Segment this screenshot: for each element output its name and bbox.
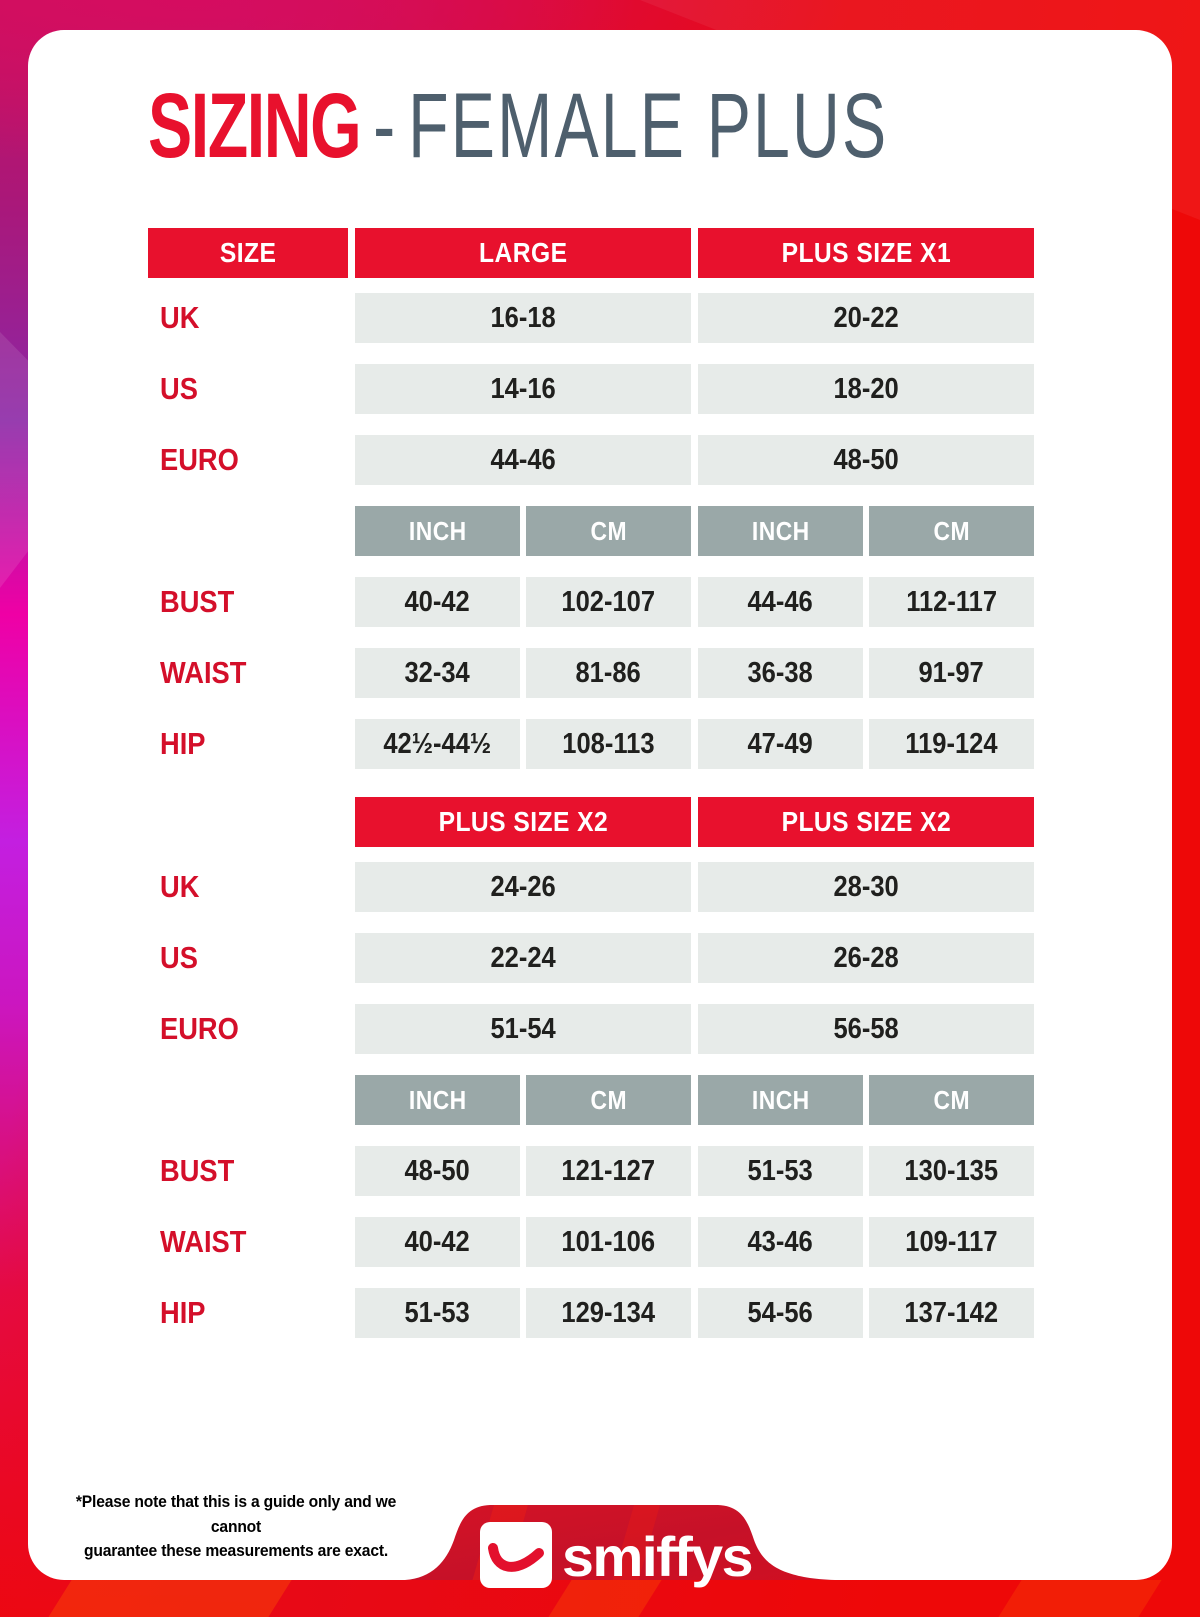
table-cell: 51-53	[698, 1146, 863, 1196]
cell-group	[355, 1288, 691, 1338]
brand-wordmark: smiffys	[562, 1525, 752, 1588]
cell-group	[698, 648, 1034, 698]
table-row-hip	[148, 719, 1043, 769]
row-label: BUST	[160, 584, 235, 619]
table-cell: 121-127	[526, 1146, 691, 1196]
table-header-row	[148, 797, 1043, 847]
cell-group	[698, 719, 1034, 769]
disclaimer-note	[61, 1490, 411, 1564]
table-row-waist	[148, 648, 1043, 698]
table-cell: 119-124	[869, 719, 1034, 769]
table-cell: 102-107	[526, 577, 691, 627]
table-cell: 16-18	[355, 293, 691, 343]
row-label: EURO	[160, 442, 239, 477]
table-cell: 40-42	[355, 1217, 520, 1267]
column-header-inch: INCH	[698, 506, 863, 556]
cell-group	[355, 577, 691, 627]
column-header-inch: INCH	[355, 506, 520, 556]
unit-header-group	[698, 1075, 1034, 1125]
row-label: HIP	[160, 726, 206, 761]
table-cell: 44-46	[355, 435, 691, 485]
row-label: WAIST	[160, 1224, 247, 1259]
table-row-hip	[148, 1288, 1043, 1338]
row-label: US	[160, 940, 198, 975]
table-cell: 109-117	[869, 1217, 1034, 1267]
table-row-uk	[148, 293, 1043, 343]
table-cell: 51-54	[355, 1004, 691, 1054]
title-separator: -	[373, 75, 396, 177]
column-header-plus-size-x2: PLUS SIZE X2	[355, 797, 691, 847]
cell-group	[698, 577, 1034, 627]
title-highlight: SIZING	[148, 75, 361, 177]
table-cell: 101-106	[526, 1217, 691, 1267]
column-header-cm: CM	[869, 1075, 1034, 1125]
table-cell: 108-113	[526, 719, 691, 769]
cell-group	[698, 1146, 1034, 1196]
page-title	[148, 74, 1176, 179]
cell-group	[355, 719, 691, 769]
background-streak	[48, 1580, 291, 1617]
unit-header-group	[355, 506, 691, 556]
row-label: BUST	[160, 1153, 235, 1188]
spacer	[148, 797, 348, 847]
disclaimer-line-2: guarantee these measurements are exact.	[83, 1541, 389, 1561]
table-row-uk	[148, 862, 1043, 912]
table-cell: 137-142	[869, 1288, 1034, 1338]
column-header-inch: INCH	[698, 1075, 863, 1125]
table-cell: 51-53	[355, 1288, 520, 1338]
table-row-bust	[148, 577, 1043, 627]
table-cell: 28-30	[698, 862, 1034, 912]
size-table-plus-x2	[148, 797, 1043, 1338]
cell-group	[355, 1146, 691, 1196]
table-cell: 32-34	[355, 648, 520, 698]
table-cell: 56-58	[698, 1004, 1034, 1054]
table-cell: 81-86	[526, 648, 691, 698]
table-cell: 44-46	[698, 577, 863, 627]
column-header-cm: CM	[869, 506, 1034, 556]
table-cell: 43-46	[698, 1217, 863, 1267]
column-header-plus-size-x2: PLUS SIZE X2	[698, 797, 1034, 847]
table-row-waist	[148, 1217, 1043, 1267]
unit-header-row	[148, 506, 1043, 556]
trademark-symbol: TM	[756, 1521, 777, 1537]
cell-group	[355, 648, 691, 698]
cell-group	[355, 1217, 691, 1267]
table-cell: 48-50	[698, 435, 1034, 485]
table-cell: 91-97	[869, 648, 1034, 698]
size-table-large-plus-x1	[148, 228, 1043, 769]
table-row-us	[148, 933, 1043, 983]
row-label: UK	[160, 869, 200, 904]
table-cell: 42½-44½	[355, 719, 520, 769]
column-header-cm: CM	[526, 506, 691, 556]
column-header-large: LARGE	[355, 228, 691, 278]
table-row-euro	[148, 1004, 1043, 1054]
spacer	[148, 1075, 348, 1125]
table-cell: 47-49	[698, 719, 863, 769]
row-label: US	[160, 371, 198, 406]
row-label: HIP	[160, 1295, 206, 1330]
table-cell: 129-134	[526, 1288, 691, 1338]
sizing-card	[28, 30, 1172, 1588]
unit-header-group	[355, 1075, 691, 1125]
table-cell: 14-16	[355, 364, 691, 414]
table-header-row	[148, 228, 1043, 278]
title-rest: FEMALE PLUS	[408, 75, 889, 177]
table-cell: 54-56	[698, 1288, 863, 1338]
table-row-euro	[148, 435, 1043, 485]
column-header-cm: CM	[526, 1075, 691, 1125]
row-label: WAIST	[160, 655, 247, 690]
column-header-plus-size-x1: PLUS SIZE X1	[698, 228, 1034, 278]
table-cell: 36-38	[698, 648, 863, 698]
disclaimer-line-1: *Please note that this is a guide only and we cannot	[75, 1492, 397, 1536]
table-cell: 48-50	[355, 1146, 520, 1196]
table-cell: 24-26	[355, 862, 691, 912]
table-cell: 22-24	[355, 933, 691, 983]
table-cell: 112-117	[869, 577, 1034, 627]
table-cell: 18-20	[698, 364, 1034, 414]
table-row-bust	[148, 1146, 1043, 1196]
table-row-us	[148, 364, 1043, 414]
row-label: UK	[160, 300, 200, 335]
row-label: EURO	[160, 1011, 239, 1046]
table-cell: 26-28	[698, 933, 1034, 983]
column-header-inch: INCH	[355, 1075, 520, 1125]
unit-header-group	[698, 506, 1034, 556]
cell-group	[698, 1217, 1034, 1267]
table-cell: 20-22	[698, 293, 1034, 343]
table-cell: 130-135	[869, 1146, 1034, 1196]
cell-group	[698, 1288, 1034, 1338]
unit-header-row	[148, 1075, 1043, 1125]
column-header-size: SIZE	[148, 228, 348, 278]
background-streak	[998, 1580, 1161, 1617]
table-cell: 40-42	[355, 577, 520, 627]
size-tables	[148, 228, 1043, 1366]
smiffys-logo	[400, 1498, 840, 1617]
spacer	[148, 506, 348, 556]
